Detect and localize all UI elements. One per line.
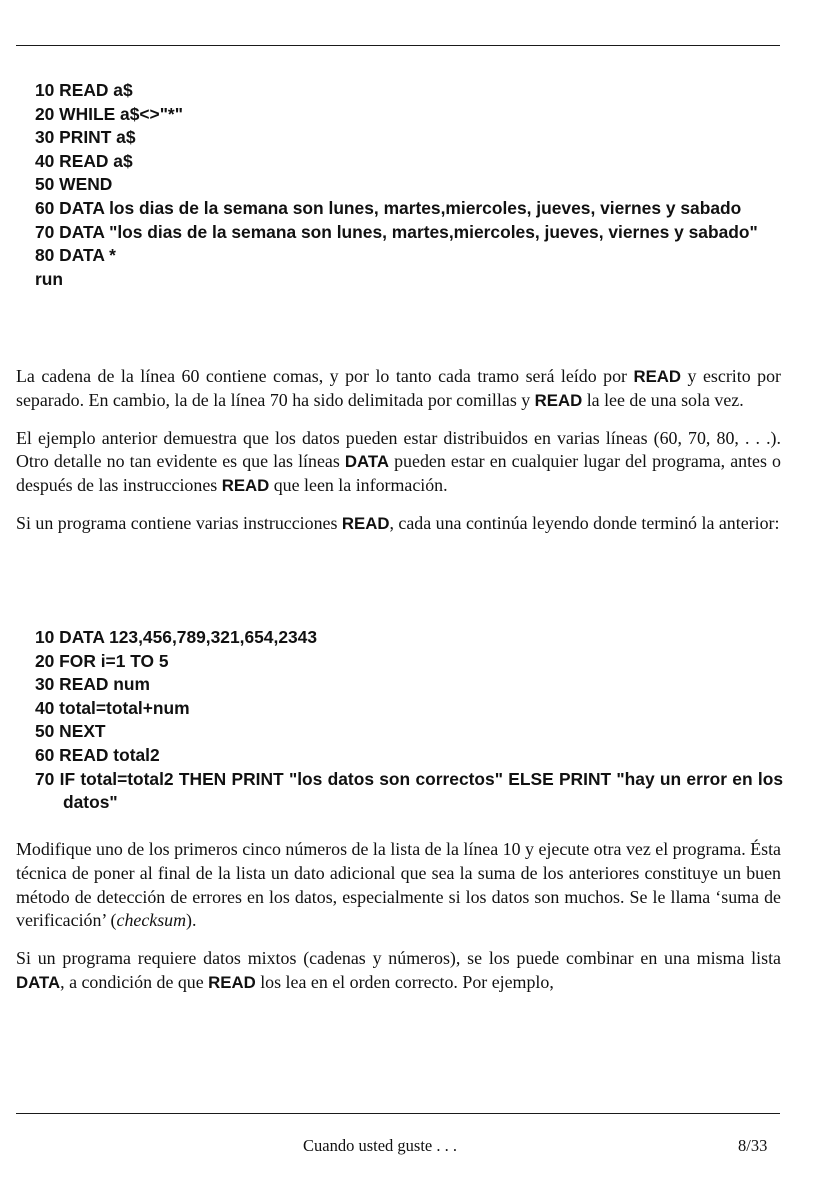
keyword: DATA (16, 972, 61, 992)
text-run: Modifique uno de los primeros cinco números de la lista de la línea 10 y ejecute otra vez el programa. Ésta técnica de poner al final de la lista un dato adicional que sea la suma de los anteriores constituye un buen método de detección de errores en los datos, especialmente si los datos son muchos. Se le llama ‘suma de verificación’ ( (16, 839, 781, 931)
keyword: READ (534, 390, 583, 410)
paragraph-multiple-read (16, 512, 781, 536)
paragraph-commas (16, 365, 781, 413)
text-run: , a condición de que (60, 971, 209, 992)
code-line: 30 PRINT a$ (35, 127, 136, 148)
keyword: READ (221, 476, 270, 496)
keyword: READ (633, 367, 682, 386)
code-line: run (35, 268, 64, 289)
footer-title: Cuando usted guste . . . (303, 1136, 457, 1155)
code-line: 20 FOR i=1 TO 5 (35, 650, 169, 671)
italic-term: checksum (116, 910, 187, 931)
code-line: 10 READ a$ (35, 80, 133, 100)
text-run: , cada una continúa leyendo donde terminó la anterior: (389, 512, 780, 533)
code-line: 50 NEXT (35, 721, 106, 742)
text-run: Si un programa contiene varias instrucciones (16, 512, 342, 533)
body-text-lower (16, 838, 781, 1009)
code-listing-2 (35, 626, 783, 815)
code-line: 40 total=total+num (35, 697, 190, 718)
paragraph-mixed-data (16, 947, 781, 995)
keyword: READ (208, 972, 256, 992)
body-text-upper (16, 365, 781, 550)
text-run: y escrito por separado. En cambio, la de la línea 70 ha sido delimitada por comillas y (16, 366, 781, 410)
text-run: los lea en el orden correcto. Por ejemplo, (255, 971, 554, 992)
code-line: 60 READ total2 (35, 744, 160, 765)
paragraph-checksum (16, 838, 781, 933)
text-run: La cadena de la línea 60 contiene comas, y por lo tanto cada tramo será leído por (16, 366, 634, 386)
top-rule (16, 45, 780, 46)
code-line: 40 READ a$ (35, 150, 133, 171)
code-line: 80 DATA * (35, 245, 116, 266)
text-run: que leen la información. (269, 475, 448, 496)
code-line: 70 DATA "los dias de la semana son lunes, martes,miercoles, jueves, viernes y sabado" (35, 221, 758, 242)
code-listing-1 (35, 79, 783, 291)
code-line: 60 DATA los dias de la semana son lunes, martes,miercoles, jueves, viernes y sabado (35, 197, 742, 218)
keyword: DATA (344, 452, 390, 472)
bottom-rule (16, 1113, 780, 1114)
text-run: ). (186, 910, 197, 931)
keyword: READ (341, 513, 390, 533)
text-run: pueden estar en cualquier lugar del programa, antes o después de las instrucciones (16, 451, 781, 496)
page-number: 8/33 (738, 1136, 768, 1155)
code-line: 30 READ num (35, 674, 150, 695)
paragraph-distribution (16, 427, 781, 498)
code-line: 10 DATA 123,456,789,321,654,2343 (35, 627, 318, 647)
code-line: 20 WHILE a$<>"*" (35, 103, 183, 124)
text-run: la lee de una sola vez. (582, 389, 744, 410)
code-line: 50 WEND (35, 174, 113, 195)
text-run: El ejemplo anterior demuestra que los datos pueden estar distribuidos en varias líneas (60, 70, 80, . . .). Otro detalle no tan evidente es que las líneas (16, 427, 781, 472)
text-run: Si un programa requiere datos mixtos (cadenas y números), se los puede combinar en una misma lista (16, 948, 781, 969)
code-line: 70 IF total=total2 THEN PRINT "los datos son correctos" ELSE PRINT "hay un error en los datos" (35, 768, 783, 813)
